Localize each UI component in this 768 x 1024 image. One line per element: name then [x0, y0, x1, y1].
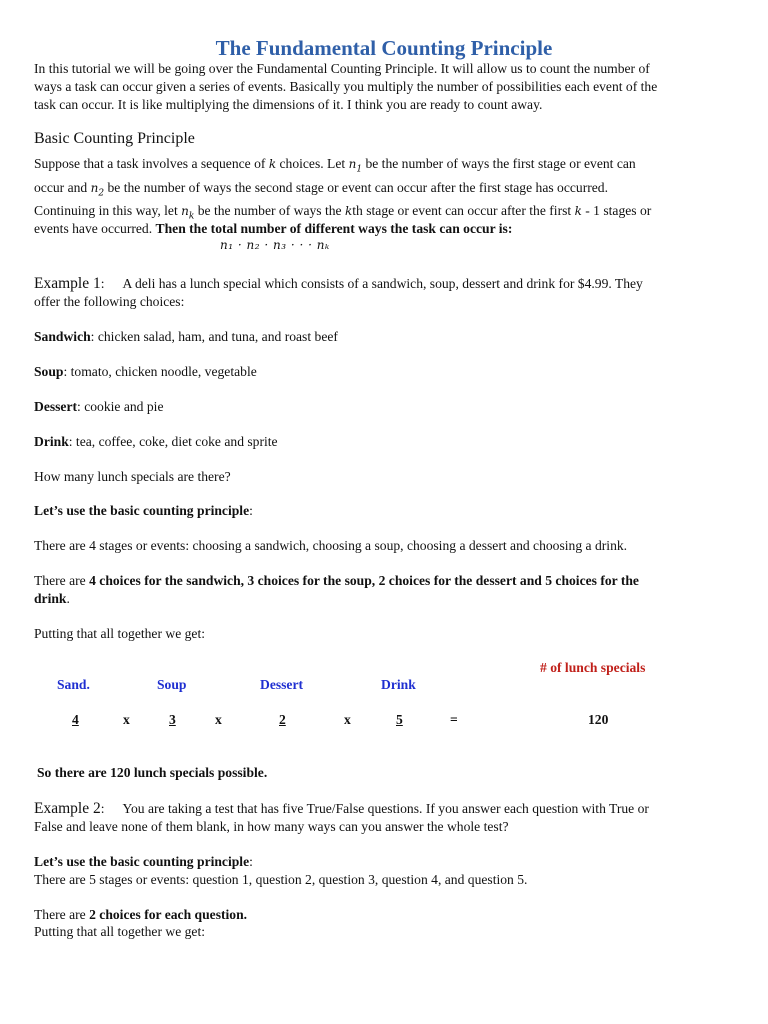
- example1-choices-line-2: drink.: [34, 591, 70, 606]
- example1-line-1: Example 1: A deli has a lunch special which consists of a sandwich, soup, dessert and drink for $4.99. They: [34, 275, 643, 292]
- value-soup: 3: [169, 712, 176, 727]
- times-sign: x: [215, 712, 222, 727]
- example2-use-principle: Let’s use the basic counting principle:: [34, 854, 253, 869]
- soup-line: Soup: tomato, chicken noodle, vegetable: [34, 364, 257, 379]
- example1-line-2: offer the following choices:: [34, 294, 185, 309]
- example1-together: Putting that all together we get:: [34, 626, 206, 641]
- value-dessert: 2: [279, 712, 286, 727]
- basic-text: Suppose that a task involves a sequence of: [34, 156, 269, 171]
- basic-line-4: [34, 220, 512, 238]
- section-heading-basic: Basic Counting Principle: [34, 130, 195, 147]
- result-value: 120: [588, 712, 609, 727]
- example1-stages: There are 4 stages or events: choosing a sandwich, choosing a soup, choosing a dessert and choosing a drink.: [34, 538, 628, 553]
- basic-line-2: [34, 179, 608, 202]
- var-nk: $n_k$: [181, 204, 195, 222]
- value-drink: 5: [396, 712, 403, 727]
- basic-text: choices. Let: [276, 156, 349, 171]
- basic-text: - 1 stages or: [581, 203, 652, 218]
- times-sign: x: [344, 712, 351, 727]
- result-header: # of lunch specials: [540, 660, 646, 675]
- intro-line-2: ways a task can occur given a series of events. Basically you multiply the number of possibilities each event of the: [34, 79, 658, 94]
- example2-stages: There are 5 stages or events: question 1, question 2, question 3, question 4, and question 5.: [34, 872, 528, 887]
- intro-line-3: task can occur. It is like multiplying the dimensions of it. I think you are ready to count away.: [34, 97, 543, 112]
- example1-question: How many lunch specials are there?: [34, 469, 231, 484]
- sandwich-line: Sandwich: chicken salad, ham, and tuna, and roast beef: [34, 329, 338, 344]
- var-n1: $n_1$: [348, 157, 363, 175]
- var-n2: $n_2$: [90, 181, 105, 199]
- example1-text: A deli has a lunch special which consists of a sandwich, soup, dessert and drink for $4.99. They: [122, 276, 643, 291]
- example2-together: Putting that all together we get:: [34, 924, 206, 939]
- example1-label: Example 1: [34, 275, 101, 292]
- example1-choices-line-1: There are 4 choices for the sandwich, 3 choices for the soup, 2 choices for the dessert and 5 choices for the: [34, 573, 639, 588]
- example1-conclusion: So there are 120 lunch specials possible.: [37, 765, 268, 780]
- var-k: k: [344, 204, 353, 218]
- var-k: k: [574, 204, 582, 218]
- basic-bold-text: Then the total number of different ways the task can occur is:: [155, 221, 513, 236]
- basic-text: be the number of ways the second stage or event can occur after the first stage has occurred.: [104, 180, 608, 195]
- basic-text: occur and: [34, 180, 91, 195]
- example2-label: Example 2: [34, 800, 101, 817]
- value-sandwich: 4: [72, 712, 79, 727]
- intro-line-1: In this tutorial we will be going over the Fundamental Counting Principle. It will allow us to count the number of: [34, 61, 650, 76]
- equals-sign: =: [450, 712, 458, 727]
- header-drink: Drink: [381, 677, 416, 692]
- times-sign: x: [123, 712, 130, 727]
- drink-line: Drink: tea, coffee, coke, diet coke and sprite: [34, 434, 278, 449]
- page-title: The Fundamental Counting Principle: [215, 36, 553, 60]
- example2-text: You are taking a test that has five True/False questions. If you answer each question with True or: [122, 801, 649, 816]
- basic-text: be the number of ways the: [194, 203, 345, 218]
- example2-choices: There are 2 choices for each question.: [34, 907, 248, 922]
- header-soup: Soup: [157, 677, 187, 692]
- example2-line-2: False and leave none of them blank, in how many ways can you answer the whole test?: [34, 819, 509, 834]
- basic-text: Continuing in this way, let: [34, 203, 182, 218]
- example2-line-1: Example 2: You are taking a test that has five True/False questions. If you answer each question with True or: [34, 800, 649, 817]
- header-sandwich: Sand.: [57, 677, 90, 692]
- basic-text: be the number of ways the first stage or event can: [362, 156, 636, 171]
- basic-text: th stage or event can occur after the first: [352, 203, 575, 218]
- basic-line-1: [34, 155, 636, 178]
- example1-use-principle: Let’s use the basic counting principle:: [34, 503, 253, 518]
- var-k: k: [268, 157, 277, 171]
- header-dessert: Dessert: [260, 677, 304, 692]
- product-formula: n₁ · n₂ · n₃ · · · nₖ: [220, 238, 330, 252]
- dessert-line: Dessert: cookie and pie: [34, 399, 164, 414]
- basic-text: events have occurred.: [34, 221, 156, 236]
